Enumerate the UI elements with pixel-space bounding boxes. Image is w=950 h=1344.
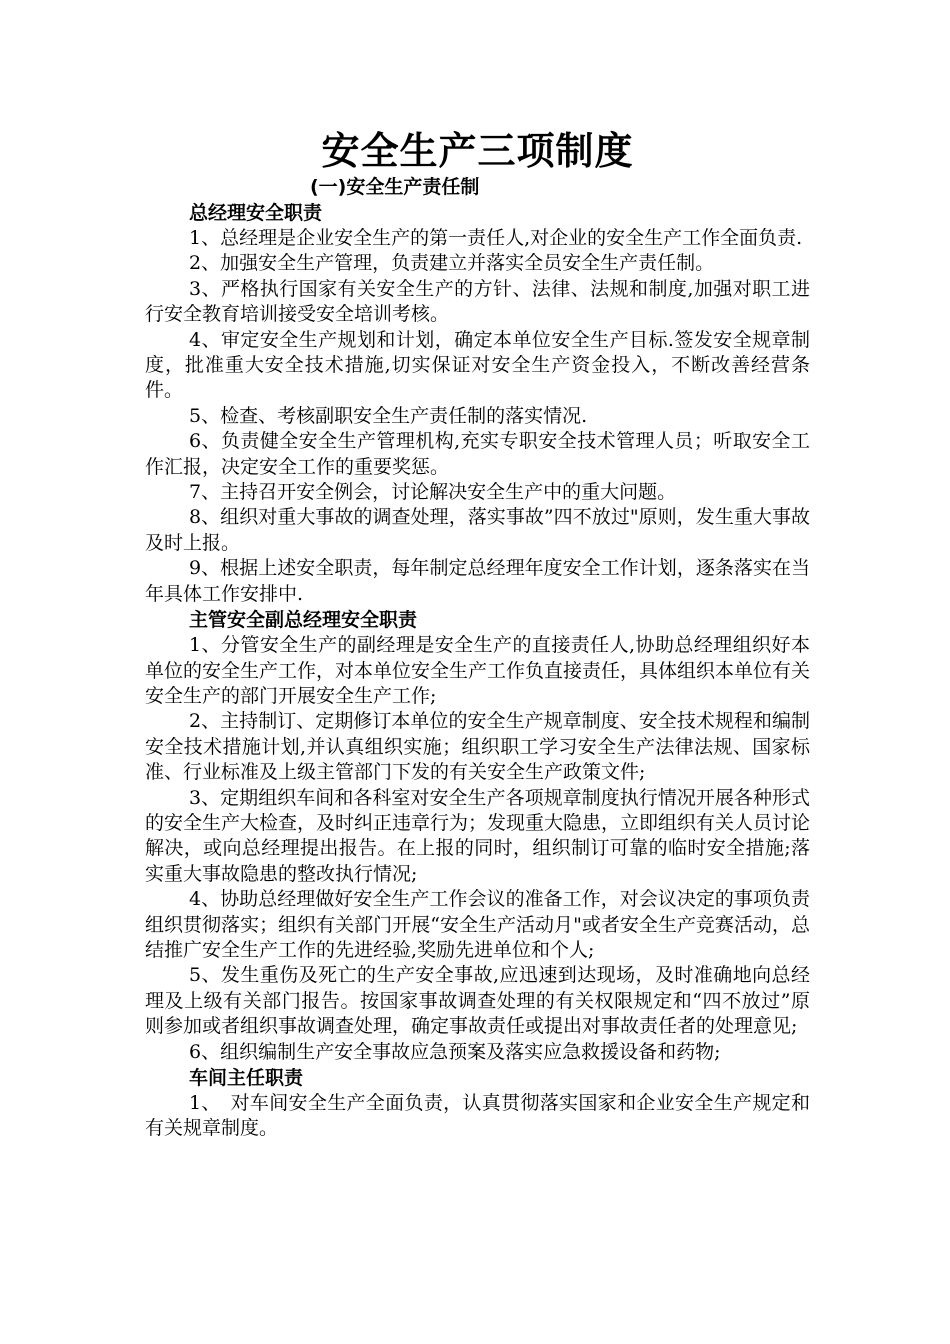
duty-item: 3、定期组织车间和各科室对安全生产各项规章制度执行情况开展各种形式的安全生产大检查，及时纠正违章行为；发现重大隐患，立即组织有关人员讨论解决，或向总经理提出报告。在上报的同时，组织制订可靠的临时安全措施;落实重大事故隐患的整改执行情况; <box>145 786 811 885</box>
roles-container <box>145 200 810 1142</box>
duty-item: 4、审定安全生产规划和计划，确定本单位安全生产目标.签发安全规章制度，批准重大安全技术措施,切实保证对安全生产资金投入，不断改善经营条件。 <box>145 328 810 402</box>
duty-item: 7、主持召开安全例会，讨论解决安全生产中的重大问题。 <box>189 481 677 504</box>
role-section <box>145 1065 810 1142</box>
duty-item: 5、检查、考核副职安全生产责任制的落实情况. <box>189 404 588 427</box>
duty-item: 1、分管安全生产的副经理是安全生产的直接责任人,协助总经理组织好本单位的安全生产工作，对本单位安全生产工作负直接责任，具体组织本单位有关安全生产的部门开展安全生产工作; <box>145 634 811 707</box>
role-heading: 车间主任职责 <box>189 1067 304 1089</box>
duty-item: 9、根据上述安全职责，每年制定总经理年度安全工作计划，逐条落实在当年具体工作安排中. <box>145 557 810 605</box>
role-section <box>145 607 810 1065</box>
duty-item: 2、加强安全生产管理，负责建立并落实全员安全生产责任制。 <box>189 252 715 275</box>
role-heading: 主管安全副总经理安全职责 <box>189 609 418 632</box>
duty-item: 5、发生重伤及死亡的生产安全事故,应迅速到达现场，及时准确地向总经理及上级有关部门报告。按国家事故调查处理的有关权限规定和“四不放过”原则参加或者组织事故调查处理，确定事故责任或提出对事故责任者的处理意见; <box>145 964 810 1038</box>
duty-item: 6、组织编制生产安全事故应急预案及落实应急救援设备和药物; <box>189 1040 721 1063</box>
duty-item: 1、 对车间安全生产全面负责，认真贯彻落实国家和企业安全生产规定和有关规章制度。 <box>145 1092 810 1140</box>
role-heading: 总经理安全职责 <box>189 202 323 224</box>
section-title: (一)安全生产责任制 <box>310 176 480 198</box>
duty-item: 1、总经理是企业安全生产的第一责任人,对企业的安全生产工作全面负责. <box>189 227 803 249</box>
duty-item: 2、主持制订、定期修订本单位的安全生产规章制度、安全技术规程和编制安全技术措施计划,并认真组织实施；组织职工学习安全生产法律法规、国家标准、行业标准及上级主管部门下发的有关安全生产政策文件; <box>145 710 810 784</box>
duty-item: 3、严格执行国家有关安全生产的方针、法律、法规和制度,加强对职工进行安全教育培训接受安全培训考核。 <box>145 277 810 326</box>
document-page <box>145 128 810 1142</box>
duty-item: 8、组织对重大事故的调查处理，落实事故”四不放过"原则，发生重大事故及时上报。 <box>145 506 810 554</box>
duty-item: 4、协助总经理做好安全生产工作会议的准备工作，对会议决定的事项负责组织贯彻落实；组织有关部门开展“安全生产活动月"或者安全生产竞赛活动，总结推广安全生产工作的先进经验,奖励先进单位和个人; <box>145 888 810 961</box>
duty-item: 6、负责健全安全生产管理机构,充实专职安全技术管理人员；听取安全工作汇报，决定安全工作的重要奖惩。 <box>145 430 810 478</box>
document-title: 安全生产三项制度 <box>321 129 634 173</box>
role-section <box>145 200 810 607</box>
